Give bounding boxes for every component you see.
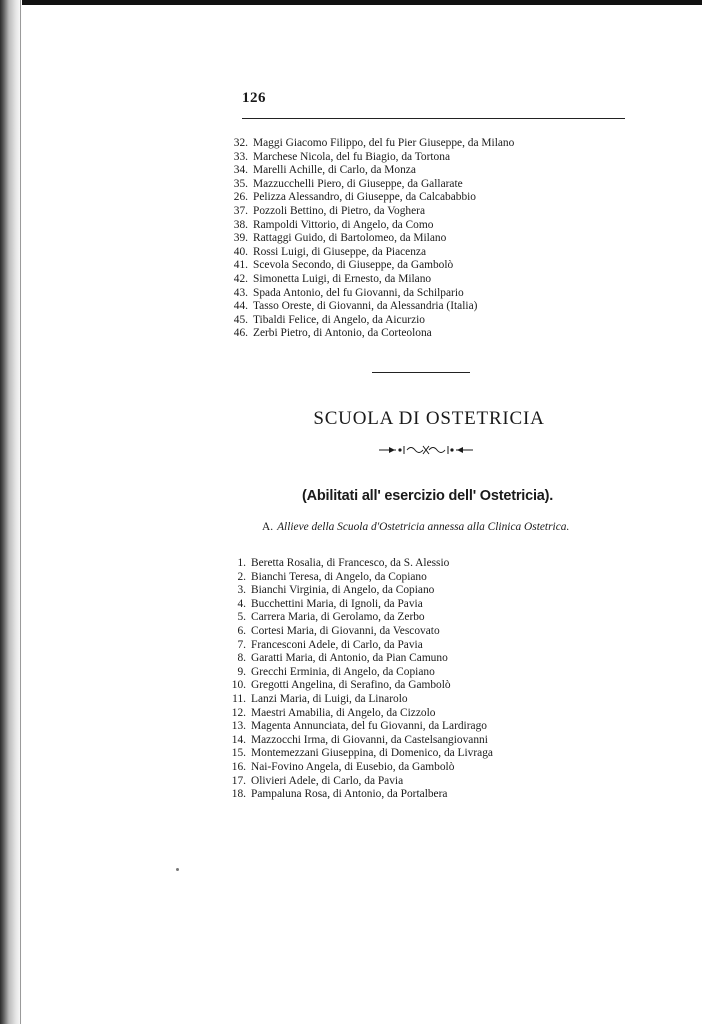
item-number: 37. [233, 204, 248, 217]
item-number: 35. [233, 177, 248, 190]
item-text: Marchese Nicola, del fu Biagio, da Tortona [253, 150, 450, 163]
list-item [226, 164, 514, 178]
scan-speck [176, 868, 179, 871]
item-text: Rampoldi Vittorio, di Angelo, da Como [253, 218, 434, 231]
list-item [222, 775, 493, 789]
item-number: 12. [231, 706, 246, 719]
item-number: 44. [233, 300, 248, 313]
section-divider [372, 372, 470, 373]
item-number: 40. [233, 245, 248, 258]
item-text: Garatti Maria, di Antonio, da Pian Camuno [251, 652, 448, 665]
list-item [226, 151, 514, 165]
item-text: Carrera Maria, di Gerolamo, da Zerbo [251, 611, 425, 624]
item-number: 46. [233, 327, 248, 340]
list-item [226, 137, 514, 151]
item-text: Pozzoli Bettino, di Pietro, da Voghera [253, 204, 425, 217]
item-number: 26. [233, 191, 248, 204]
item-text: Pampaluna Rosa, di Antonio, da Portalbera [251, 788, 448, 801]
item-number: 13. [231, 720, 246, 733]
list-item [222, 611, 493, 625]
list-item [226, 178, 514, 192]
item-number: 45. [233, 313, 248, 326]
top-edge-rule [0, 0, 702, 5]
list-item [222, 693, 493, 707]
list-item [226, 273, 514, 287]
item-text: Nai-Fovino Angela, di Eusebio, da Gambolò [251, 760, 455, 773]
list-item [226, 205, 514, 219]
item-text: Magenta Annunciata, del fu Giovanni, da Lardirago [251, 720, 487, 733]
item-text: Mazzucchelli Piero, di Giuseppe, da Gallarate [253, 177, 463, 190]
page-number: 126 [242, 90, 266, 106]
item-text: Mazzocchi Irma, di Giovanni, da Castelsangiovanni [251, 733, 488, 746]
list-item [222, 734, 493, 748]
list-item [226, 327, 514, 341]
list-item [222, 584, 493, 598]
list-item [226, 232, 514, 246]
item-text: Zerbi Pietro, di Antonio, da Corteolona [253, 327, 432, 340]
item-text: Pelizza Alessandro, di Giuseppe, da Calcababbio [253, 191, 477, 204]
item-text: Lanzi Maria, di Luigi, da Linarolo [251, 692, 408, 705]
item-text: Beretta Rosalia, di Francesco, da S. Alessio [251, 557, 450, 569]
item-number: 18. [231, 788, 246, 801]
item-number: 2. [237, 570, 246, 583]
item-text: Bianchi Virginia, di Angelo, da Copiano [251, 584, 435, 597]
item-number: 42. [233, 272, 248, 285]
item-text: Cortesi Maria, di Giovanni, da Vescovato [251, 624, 440, 637]
list-item [222, 788, 493, 802]
ornament-flourish [379, 444, 473, 456]
item-text: Montemezzani Giuseppina, di Domenico, da Livraga [251, 747, 493, 760]
item-number: 4. [237, 597, 246, 610]
item-number: 10. [231, 679, 246, 692]
item-text: Spada Antonio, del fu Giovanni, da Schilpario [253, 286, 464, 299]
item-number: 39. [233, 232, 248, 245]
item-number: 17. [231, 774, 246, 787]
list-item [222, 666, 493, 680]
list-item [222, 747, 493, 761]
section-subtitle: (Abilitati all' esercizio dell' Ostetricia). [302, 488, 554, 504]
item-text: Bianchi Teresa, di Angelo, da Copiano [251, 570, 427, 583]
students-list-continued [226, 137, 514, 341]
item-text: Gregotti Angelina, di Serafino, da Gambolò [251, 679, 451, 692]
item-number: 5. [237, 611, 246, 624]
item-number: 34. [233, 164, 248, 177]
item-number: 41. [233, 259, 248, 272]
item-text: Simonetta Luigi, di Ernesto, da Milano [253, 272, 432, 285]
item-number: 8. [237, 652, 246, 665]
scan-binding-line [20, 0, 21, 1024]
item-number: 7. [237, 638, 246, 651]
list-item [222, 571, 493, 585]
list-item [226, 246, 514, 260]
item-text: Rossi Luigi, di Giuseppe, da Piacenza [253, 245, 427, 258]
list-item [226, 219, 514, 233]
list-item [226, 259, 514, 273]
list-item [222, 625, 493, 639]
students-list-ostetricia [222, 557, 493, 802]
list-item [226, 287, 514, 301]
list-item [222, 639, 493, 653]
item-number: 1. [237, 557, 246, 569]
list-item [222, 598, 493, 612]
sub-section-letter: A. [262, 521, 274, 533]
item-number: 9. [237, 665, 246, 678]
item-text: Rattaggi Guido, di Bartolomeo, da Milano [253, 232, 447, 245]
item-text: Tasso Oreste, di Giovanni, da Alessandria (Italia) [253, 300, 478, 313]
item-text: Francesconi Adele, di Carlo, da Pavia [251, 638, 423, 651]
list-item [222, 557, 493, 571]
list-item [222, 652, 493, 666]
item-number: 11. [232, 692, 246, 705]
item-text: Olivieri Adele, di Carlo, da Pavia [251, 774, 404, 787]
item-text: Grecchi Erminia, di Angelo, da Copiano [251, 665, 435, 678]
item-text: Bucchettini Maria, di Ignoli, da Pavia [251, 597, 423, 610]
header-rule [242, 118, 625, 119]
list-item [226, 300, 514, 314]
list-item [222, 720, 493, 734]
item-number: 15. [231, 747, 246, 760]
list-item [226, 191, 514, 205]
item-number: 43. [233, 286, 248, 299]
item-number: 33. [233, 150, 248, 163]
section-title: SCUOLA DI OSTETRICIA [313, 408, 545, 429]
item-number: 3. [237, 584, 246, 597]
item-number: 16. [231, 760, 246, 773]
item-number: 6. [237, 624, 246, 637]
item-text: Maestri Amabilia, di Angelo, da Cizzolo [251, 706, 436, 719]
list-item [222, 707, 493, 721]
list-item [222, 761, 493, 775]
item-number: 38. [233, 218, 248, 231]
item-text: Tibaldi Felice, di Angelo, da Aicurzio [253, 313, 425, 326]
sub-section-text: Allieve della Scuola d'Ostetricia annessa alla Clinica Ostetrica. [277, 521, 570, 533]
item-number: 32. [233, 137, 248, 149]
item-text: Maggi Giacomo Filippo, del fu Pier Giuseppe, da Milano [253, 137, 515, 149]
item-number: 14. [231, 733, 246, 746]
scan-binding-edge [0, 0, 22, 1024]
item-text: Marelli Achille, di Carlo, da Monza [253, 164, 416, 177]
item-text: Scevola Secondo, di Giuseppe, da Gambolò [253, 259, 454, 272]
list-item [222, 679, 493, 693]
list-item [226, 314, 514, 328]
sub-section-heading [262, 521, 569, 533]
